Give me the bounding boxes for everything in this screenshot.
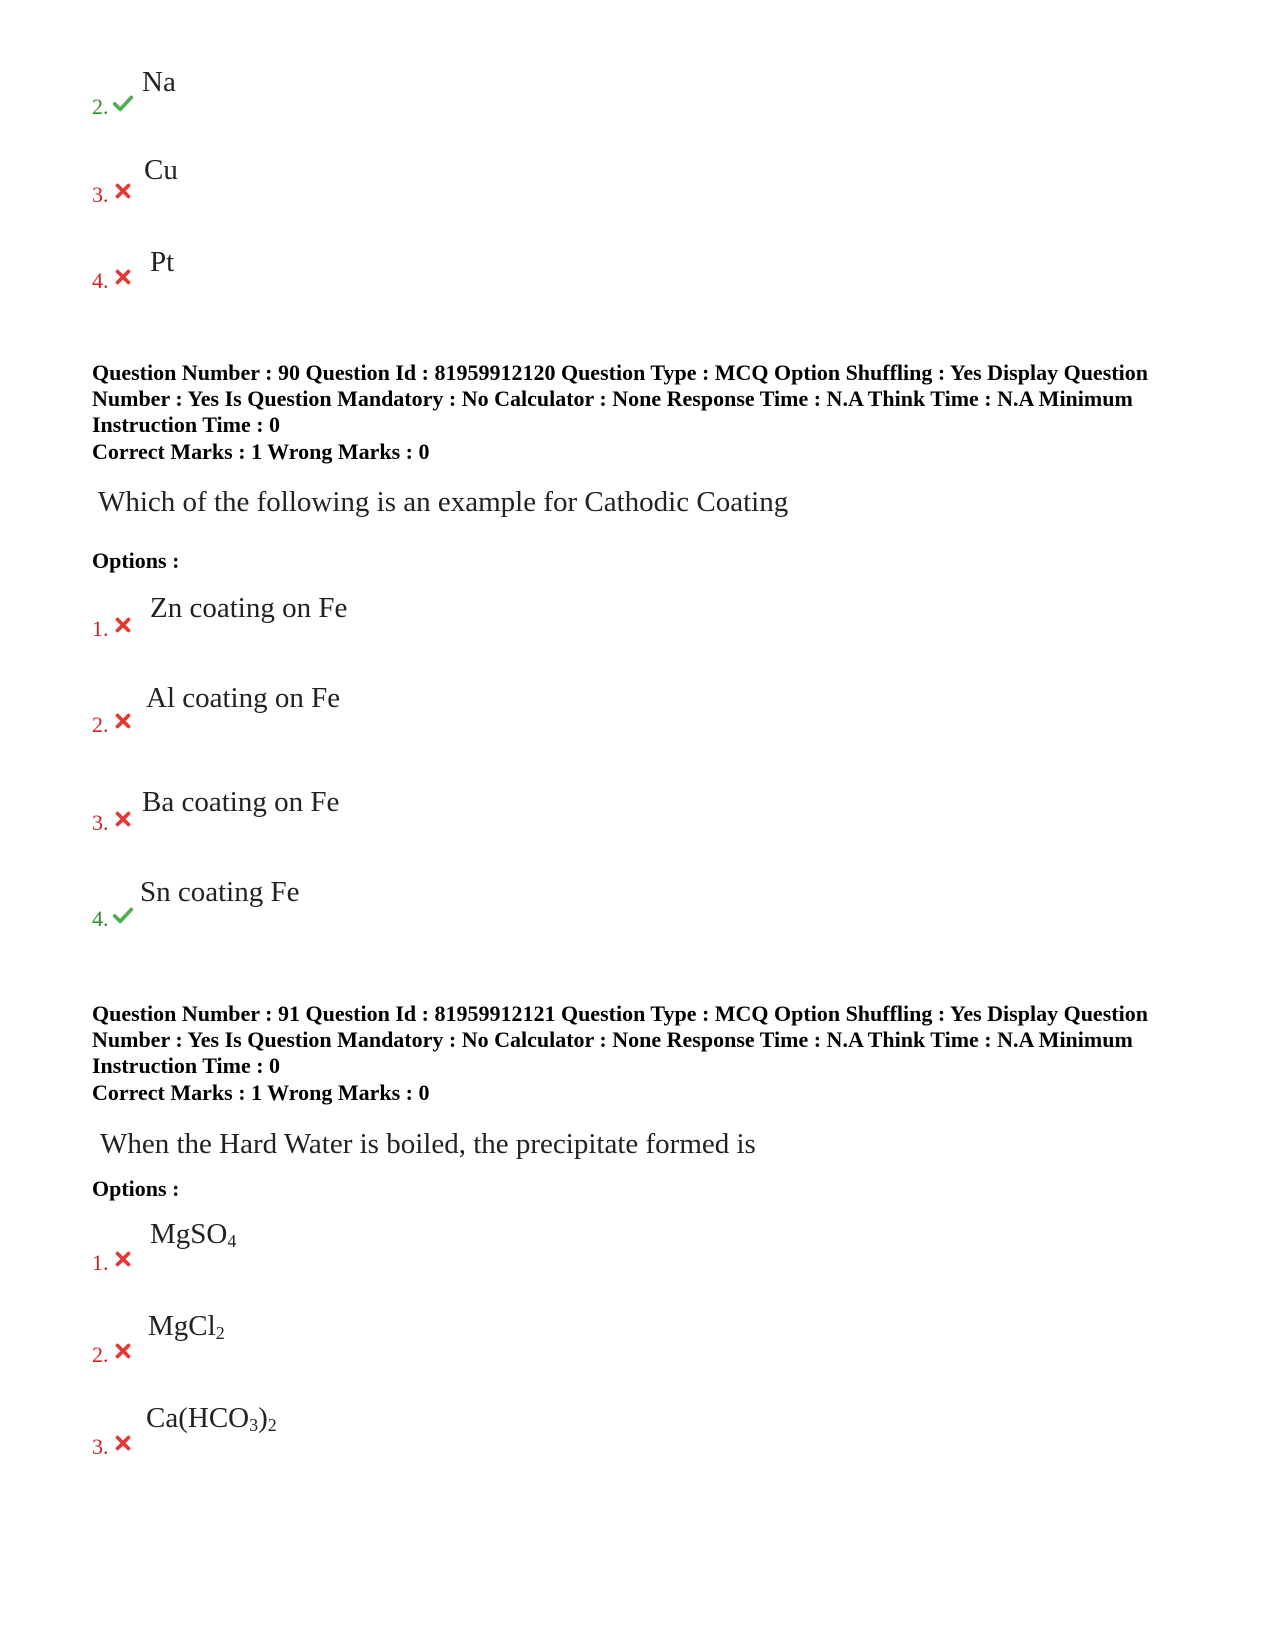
cross-icon — [112, 266, 134, 288]
cross-icon — [112, 808, 134, 830]
cross-icon — [112, 1340, 134, 1362]
formula-main: Ca(HCO — [146, 1402, 250, 1434]
option-text — [146, 1404, 277, 1433]
formula-subscript: 4 — [227, 1231, 237, 1251]
option-number: 1. — [92, 1250, 109, 1275]
cross-icon — [112, 180, 134, 202]
option-text: Cu — [144, 154, 178, 186]
cross-icon — [112, 710, 134, 732]
checkmark-icon — [112, 904, 134, 926]
question-meta: Question Number : 90 Question Id : 81959912120 Question Type : MCQ Option Shuffling : Yes Display Question Number : Yes Is Question Mandatory : No Calculator : None Response Time : N.A Think Time : N.A Minimum Instruction Time : 0 — [92, 360, 1148, 437]
formula-subscript: 3 — [249, 1415, 259, 1435]
option-text: Al coating on Fe — [146, 682, 341, 714]
formula-subscript: 2 — [215, 1323, 225, 1343]
option-number: 3. — [92, 182, 109, 207]
question-marks: Correct Marks : 1 Wrong Marks : 0 — [92, 439, 430, 464]
checkmark-icon — [112, 92, 134, 114]
question-text: Which of the following is an example for Cathodic Coating — [98, 486, 789, 518]
option-text: Na — [142, 66, 176, 98]
question-text: When the Hard Water is boiled, the precipitate formed is — [100, 1128, 756, 1160]
formula-main: MgSO — [150, 1218, 228, 1250]
option-number: 1. — [92, 616, 109, 641]
option-text: Sn coating Fe — [140, 876, 300, 908]
option-number: 4. — [92, 906, 109, 931]
question-meta: Question Number : 91 Question Id : 81959912121 Question Type : MCQ Option Shuffling : Yes Display Question Number : Yes Is Question Mandatory : No Calculator : None Response Time : N.A Think Time : N.A Minimum Instruction Time : 0 — [92, 1001, 1148, 1078]
option-number: 2. — [92, 94, 109, 119]
cross-icon — [112, 1432, 134, 1454]
cross-icon — [112, 1248, 134, 1270]
formula-subscript: 2 — [267, 1415, 277, 1435]
options-label: Options : — [92, 1176, 180, 1201]
option-number: 3. — [92, 1434, 109, 1459]
formula-tail: ) — [258, 1402, 268, 1434]
option-text: Pt — [150, 246, 175, 278]
question-marks: Correct Marks : 1 Wrong Marks : 0 — [92, 1080, 430, 1105]
option-number: 2. — [92, 712, 109, 737]
option-text — [148, 1312, 225, 1341]
options-label: Options : — [92, 548, 180, 573]
option-number: 4. — [92, 268, 109, 293]
cross-icon — [112, 614, 134, 636]
option-text — [150, 1220, 236, 1249]
option-text: Zn coating on Fe — [150, 592, 348, 624]
option-number: 3. — [92, 810, 109, 835]
formula-main: MgCl — [148, 1310, 216, 1342]
option-text: Ba coating on Fe — [142, 786, 340, 818]
option-number: 2. — [92, 1342, 109, 1367]
